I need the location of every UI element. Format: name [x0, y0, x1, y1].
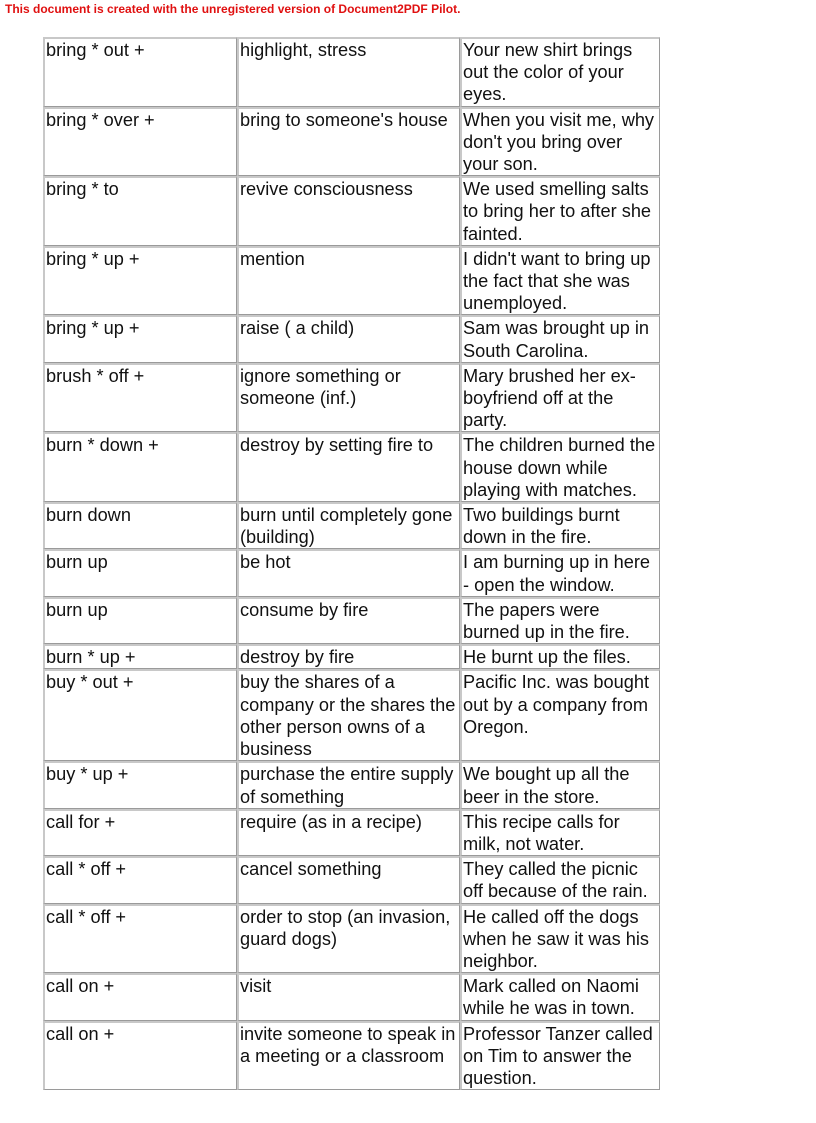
example-cell: We bought up all the beer in the store. — [460, 761, 660, 808]
phrasal-verb-cell: call * off + — [43, 904, 237, 974]
table-row — [43, 761, 660, 808]
meaning-cell: order to stop (an invasion, guard dogs) — [237, 904, 460, 974]
phrasal-verb-cell: burn down — [43, 502, 237, 549]
meaning-cell: cancel something — [237, 856, 460, 903]
example-cell: When you visit me, why don't you bring over your son. — [460, 107, 660, 177]
example-cell: They called the picnic off because of the rain. — [460, 856, 660, 903]
table-row — [43, 1021, 660, 1091]
table-row — [43, 502, 660, 549]
phrasal-verb-cell: bring * to — [43, 176, 237, 246]
table-row — [43, 973, 660, 1020]
phrasal-verb-table — [43, 37, 660, 1090]
example-cell: I didn't want to bring up the fact that she was unemployed. — [460, 246, 660, 316]
meaning-cell: invite someone to speak in a meeting or a classroom — [237, 1021, 460, 1091]
table-row — [43, 904, 660, 974]
table-row — [43, 107, 660, 177]
phrasal-verb-cell: call * off + — [43, 856, 237, 903]
example-cell: I am burning up in here - open the window. — [460, 549, 660, 596]
meaning-cell: buy the shares of a company or the shares the other person owns of a business — [237, 669, 460, 761]
example-cell: We used smelling salts to bring her to after she fainted. — [460, 176, 660, 246]
phrasal-verb-cell: call on + — [43, 1021, 237, 1091]
meaning-cell: bring to someone's house — [237, 107, 460, 177]
example-cell: Your new shirt brings out the color of your eyes. — [460, 37, 660, 107]
table-row — [43, 597, 660, 644]
phrasal-verb-cell: burn up — [43, 597, 237, 644]
example-cell: He called off the dogs when he saw it was his neighbor. — [460, 904, 660, 974]
phrasal-verb-cell: bring * out + — [43, 37, 237, 107]
example-cell: Professor Tanzer called on Tim to answer the question. — [460, 1021, 660, 1091]
table-row — [43, 37, 660, 107]
phrasal-verb-cell: buy * up + — [43, 761, 237, 808]
table-row — [43, 246, 660, 316]
meaning-cell: highlight, stress — [237, 37, 460, 107]
meaning-cell: visit — [237, 973, 460, 1020]
example-cell: Sam was brought up in South Carolina. — [460, 315, 660, 362]
table-row — [43, 809, 660, 856]
example-cell: Two buildings burnt down in the fire. — [460, 502, 660, 549]
example-cell: Mary brushed her ex-boyfriend off at the party. — [460, 363, 660, 433]
phrasal-verb-cell: burn * up + — [43, 644, 237, 669]
meaning-cell: purchase the entire supply of something — [237, 761, 460, 808]
phrasal-verb-cell: call on + — [43, 973, 237, 1020]
meaning-cell: destroy by fire — [237, 644, 460, 669]
phrasal-verb-cell: buy * out + — [43, 669, 237, 761]
example-cell: This recipe calls for milk, not water. — [460, 809, 660, 856]
meaning-cell: revive consciousness — [237, 176, 460, 246]
table-row — [43, 315, 660, 362]
phrasal-verb-cell: burn * down + — [43, 432, 237, 502]
table-row — [43, 432, 660, 502]
phrasal-verb-cell: bring * up + — [43, 315, 237, 362]
table-row — [43, 176, 660, 246]
phrasal-verb-cell: burn up — [43, 549, 237, 596]
table-row — [43, 856, 660, 903]
table-row — [43, 669, 660, 761]
meaning-cell: require (as in a recipe) — [237, 809, 460, 856]
meaning-cell: be hot — [237, 549, 460, 596]
meaning-cell: mention — [237, 246, 460, 316]
phrasal-verb-cell: brush * off + — [43, 363, 237, 433]
table-row — [43, 644, 660, 669]
meaning-cell: destroy by setting fire to — [237, 432, 460, 502]
example-cell: The papers were burned up in the fire. — [460, 597, 660, 644]
table-row — [43, 363, 660, 433]
meaning-cell: raise ( a child) — [237, 315, 460, 362]
meaning-cell: ignore something or someone (inf.) — [237, 363, 460, 433]
example-cell: He burnt up the files. — [460, 644, 660, 669]
table-row — [43, 549, 660, 596]
example-cell: The children burned the house down while playing with matches. — [460, 432, 660, 502]
phrasal-verb-cell: bring * up + — [43, 246, 237, 316]
phrasal-verb-cell: bring * over + — [43, 107, 237, 177]
example-cell: Pacific Inc. was bought out by a company from Oregon. — [460, 669, 660, 761]
meaning-cell: consume by fire — [237, 597, 460, 644]
example-cell: Mark called on Naomi while he was in town. — [460, 973, 660, 1020]
phrasal-verb-cell: call for + — [43, 809, 237, 856]
meaning-cell: burn until completely gone (building) — [237, 502, 460, 549]
unregistered-watermark: This document is created with the unregistered version of Document2PDF Pilot. — [5, 2, 461, 16]
